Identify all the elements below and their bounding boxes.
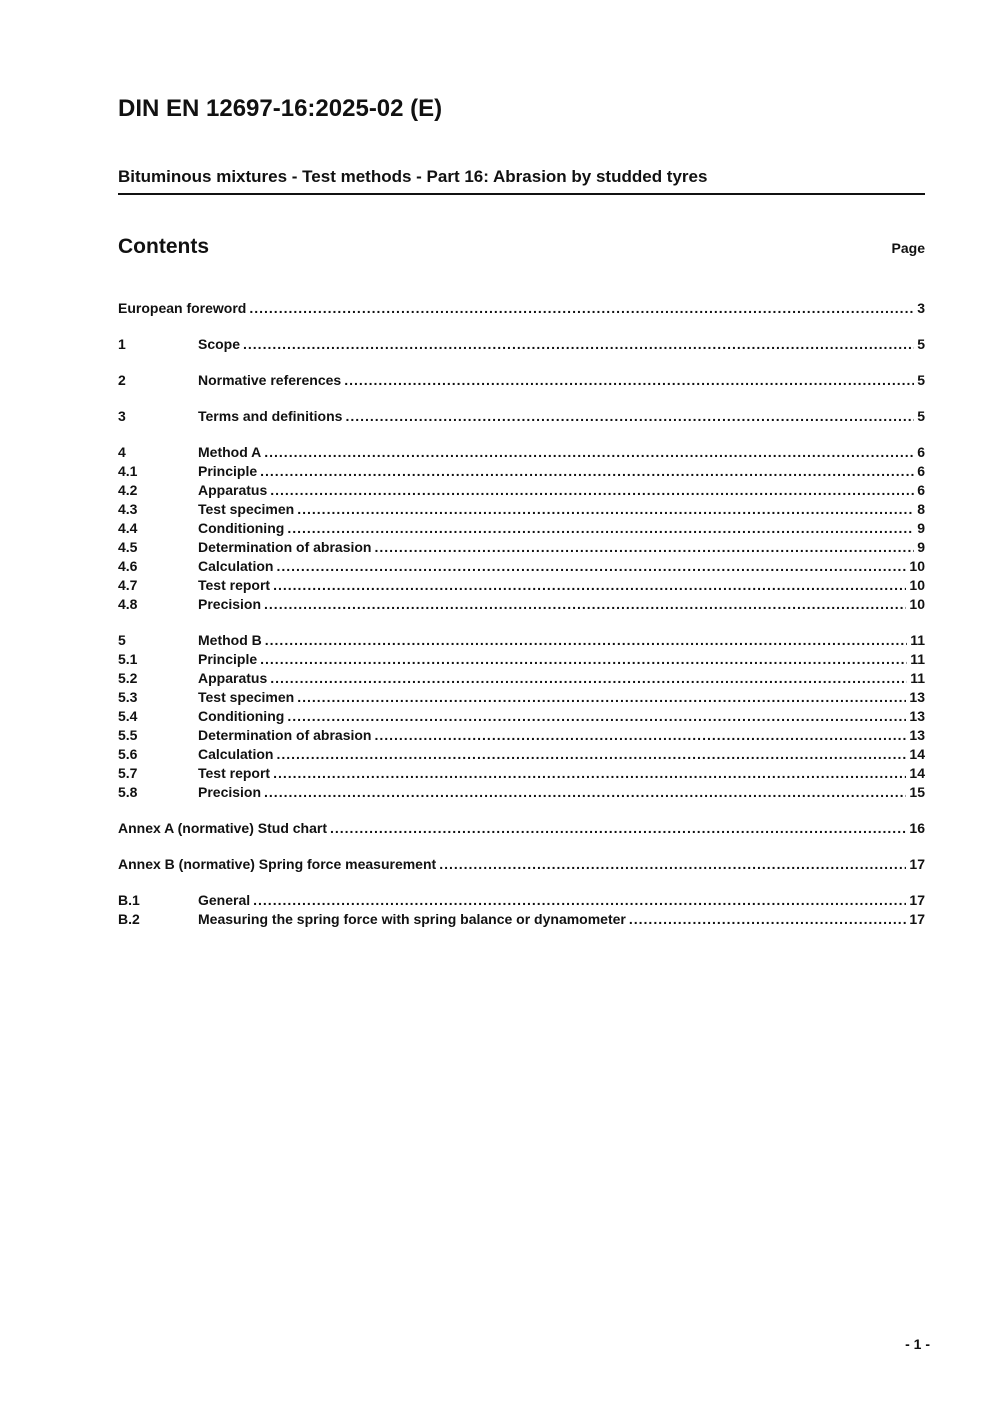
toc-entry-page: 5	[917, 336, 925, 353]
toc-entry-number: 4.1	[118, 463, 138, 480]
toc-entry[interactable]	[118, 650, 925, 669]
toc-entry-number: 5.2	[118, 670, 138, 687]
toc-entry-page: 11	[910, 670, 925, 687]
toc-entry-title: Calculation	[198, 558, 274, 575]
toc-entry-title: Determination of abrasion	[198, 539, 372, 556]
toc-entry-page: 10	[909, 596, 925, 613]
footer-page-number: - 1 -	[905, 1336, 930, 1352]
toc-entry[interactable]	[118, 371, 925, 390]
toc-entry-page: 14	[909, 765, 925, 782]
toc-leader-dots	[344, 371, 914, 390]
toc-leader-dots	[253, 891, 906, 910]
toc-leader-dots	[260, 462, 914, 481]
toc-entry-title: Principle	[198, 651, 258, 668]
toc-entry-number: 4.3	[118, 501, 138, 518]
toc-entry-title: Test specimen	[198, 689, 295, 706]
toc-list	[118, 299, 925, 929]
toc-leader-dots	[243, 335, 914, 354]
toc-entry-page: 13	[909, 708, 925, 725]
toc-entry[interactable]	[118, 764, 925, 783]
toc-entry[interactable]	[118, 819, 925, 838]
toc-entry[interactable]	[118, 443, 925, 462]
toc-entry-page: 6	[917, 482, 925, 499]
toc-entry-title: Measuring the spring force with spring balance or dynamometer	[198, 911, 626, 928]
toc-leader-dots	[264, 595, 906, 614]
toc-entry[interactable]	[118, 519, 925, 538]
toc-entry-title: Method A	[198, 444, 262, 461]
toc-entry[interactable]	[118, 481, 925, 500]
toc-entry-title: Annex A (normative) Stud chart	[118, 820, 327, 837]
toc-entry-title: Conditioning	[198, 520, 285, 537]
toc-entry-title: Apparatus	[198, 482, 268, 499]
toc-entry-number: 5	[118, 632, 126, 649]
toc-entry-number: 4.2	[118, 482, 138, 499]
toc-entry-page: 3	[917, 300, 925, 317]
toc-entry-number: 4.7	[118, 577, 138, 594]
toc-entry[interactable]	[118, 595, 925, 614]
toc-entry-title: Terms and definitions	[198, 408, 343, 425]
toc-leader-dots	[297, 688, 906, 707]
toc-entry-number: 2	[118, 372, 126, 389]
toc-entry-page: 5	[917, 372, 925, 389]
toc-entry-number: 5.4	[118, 708, 138, 725]
toc-entry-page: 8	[917, 501, 925, 518]
toc-entry-number: 5.5	[118, 727, 138, 744]
toc-leader-dots	[273, 576, 906, 595]
toc-entry[interactable]	[118, 631, 925, 650]
toc-leader-dots	[276, 745, 906, 764]
toc-entry[interactable]	[118, 783, 925, 802]
toc-leader-dots	[260, 650, 907, 669]
toc-leader-dots	[330, 819, 906, 838]
toc-entry-page: 9	[917, 539, 925, 556]
toc-leader-dots	[287, 707, 906, 726]
toc-entry-page: 17	[909, 856, 925, 873]
toc-entry-number: 4	[118, 444, 126, 461]
toc-entry-number: 4.5	[118, 539, 138, 556]
toc-entry-number: 1	[118, 336, 126, 353]
toc-leader-dots	[374, 726, 906, 745]
toc-entry-page: 17	[909, 892, 925, 909]
toc-entry-number: 5.3	[118, 689, 138, 706]
toc-entry-title: Precision	[198, 784, 262, 801]
toc-entry-title: Method B	[198, 632, 262, 649]
toc-entry-page: 17	[909, 911, 925, 928]
toc-entry[interactable]	[118, 500, 925, 519]
toc-entry[interactable]	[118, 891, 925, 910]
toc-entry-title: Principle	[198, 463, 258, 480]
toc-entry-title: European foreword	[118, 300, 247, 317]
toc-entry-number: 5.6	[118, 746, 138, 763]
toc-entry[interactable]	[118, 299, 925, 318]
toc-leader-dots	[270, 669, 907, 688]
toc-entry-page: 11	[910, 651, 925, 668]
toc-entry[interactable]	[118, 335, 925, 354]
toc-entry-number: 5.1	[118, 651, 138, 668]
toc-entry-page: 6	[917, 444, 925, 461]
toc-entry[interactable]	[118, 745, 925, 764]
toc-entry[interactable]	[118, 557, 925, 576]
toc-entry[interactable]	[118, 910, 925, 929]
toc-entry-page: 11	[910, 632, 925, 649]
toc-entry-page: 10	[909, 558, 925, 575]
toc-entry-title: Apparatus	[198, 670, 268, 687]
toc-entry-number: 5.8	[118, 784, 138, 801]
toc-leader-dots	[273, 764, 906, 783]
toc-entry[interactable]	[118, 855, 925, 874]
toc-entry-page: 16	[909, 820, 925, 837]
toc-leader-dots	[287, 519, 914, 538]
toc-entry-number: B.1	[118, 892, 140, 909]
toc-entry[interactable]	[118, 538, 925, 557]
document-title: Bituminous mixtures - Test methods - Part 16: Abrasion by studded tyres	[118, 168, 925, 195]
toc-leader-dots	[270, 481, 914, 500]
toc-leader-dots	[249, 299, 914, 318]
contents-heading: Contents	[118, 235, 209, 259]
toc-entry[interactable]	[118, 669, 925, 688]
toc-leader-dots	[345, 407, 914, 426]
toc-entry-page: 13	[909, 727, 925, 744]
toc-entry[interactable]	[118, 407, 925, 426]
toc-entry-title: Test report	[198, 765, 271, 782]
toc-entry-title: Test specimen	[198, 501, 295, 518]
toc-entry-title: Normative references	[198, 372, 342, 389]
toc-leader-dots	[297, 500, 914, 519]
toc-entry-title: Precision	[198, 596, 262, 613]
contents-header-row	[118, 235, 925, 259]
toc-entry-title: Scope	[198, 336, 241, 353]
toc-entry-number: B.2	[118, 911, 140, 928]
toc-entry-page: 9	[917, 520, 925, 537]
toc-leader-dots	[264, 443, 914, 462]
toc-entry[interactable]	[118, 726, 925, 745]
toc-entry-title: Determination of abrasion	[198, 727, 372, 744]
toc-entry-number: 3	[118, 408, 126, 425]
toc-leader-dots	[276, 557, 906, 576]
toc-entry-title: Test report	[198, 577, 271, 594]
toc-entry-title: Calculation	[198, 746, 274, 763]
toc-entry-title: Annex B (normative) Spring force measurement	[118, 856, 437, 873]
toc-entry-page: 10	[909, 577, 925, 594]
toc-entry-number: 4.6	[118, 558, 138, 575]
toc-entry-page: 6	[917, 463, 925, 480]
toc-leader-dots	[265, 631, 907, 650]
toc-entry[interactable]	[118, 688, 925, 707]
document-number-heading: DIN EN 12697-16:2025-02 (E)	[118, 95, 443, 122]
toc-entry[interactable]	[118, 462, 925, 481]
toc-entry-page: 5	[917, 408, 925, 425]
toc-leader-dots	[264, 783, 906, 802]
toc-entry-number: 4.4	[118, 520, 138, 537]
toc-entry[interactable]	[118, 707, 925, 726]
toc-entry-title: General	[198, 892, 251, 909]
page-column-label: Page	[891, 240, 925, 257]
toc-entry-title: Conditioning	[198, 708, 285, 725]
toc-entry-page: 15	[909, 784, 925, 801]
toc-entry-page: 13	[909, 689, 925, 706]
toc-entry[interactable]	[118, 576, 925, 595]
toc-entry-page: 14	[909, 746, 925, 763]
toc-entry-number: 5.7	[118, 765, 138, 782]
toc-entry-number: 4.8	[118, 596, 138, 613]
toc-leader-dots	[629, 910, 907, 929]
toc-leader-dots	[439, 855, 906, 874]
toc-leader-dots	[374, 538, 914, 557]
